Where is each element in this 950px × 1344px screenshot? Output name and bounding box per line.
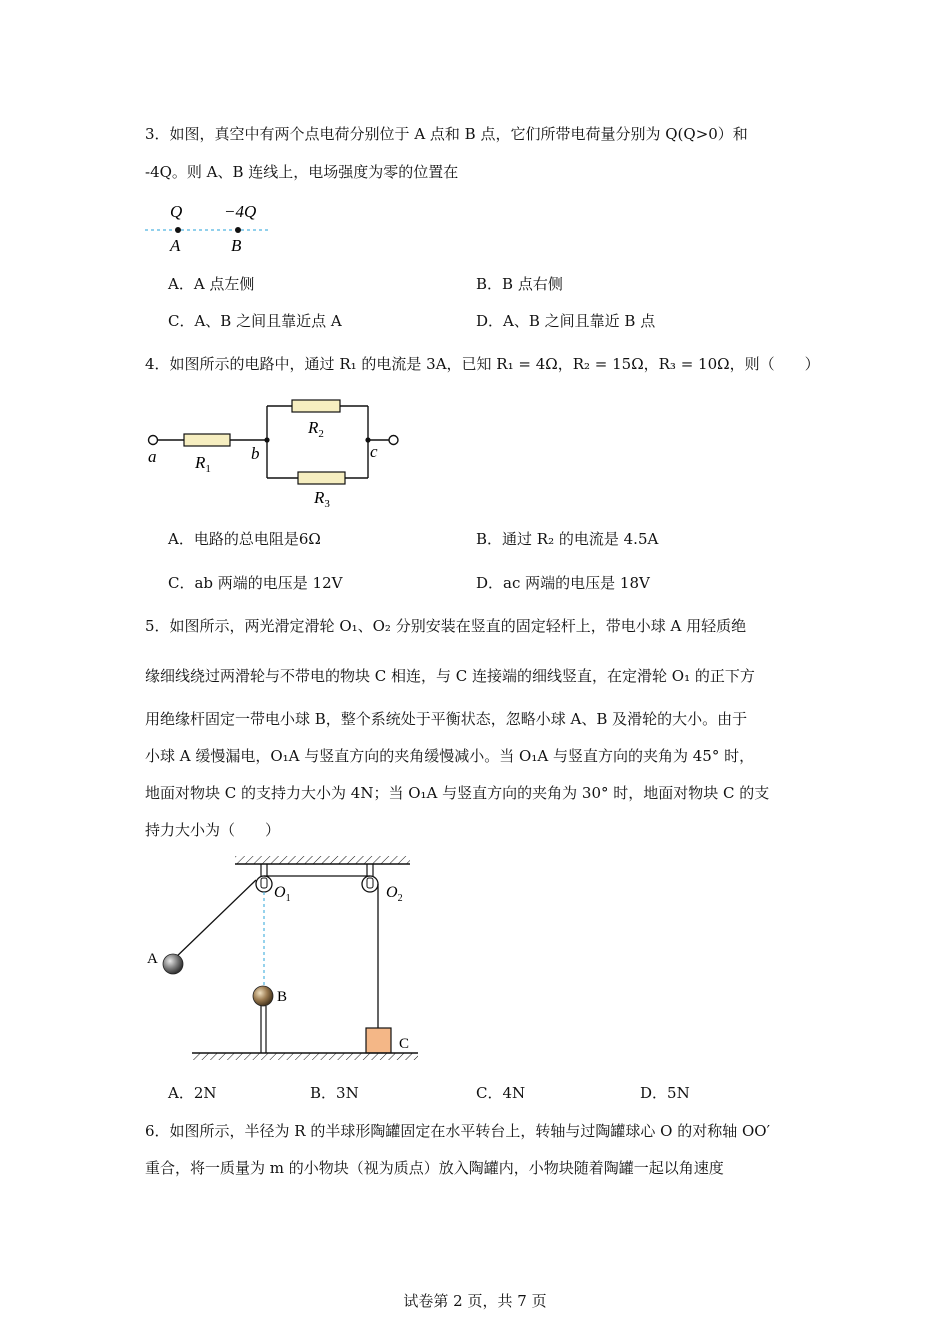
ground-hatch (192, 1053, 418, 1060)
ceiling-hatch (235, 856, 410, 864)
ball-b-label: B (277, 989, 288, 1005)
q5-option-a: A．2N (168, 1084, 217, 1102)
q3-figure (140, 195, 290, 260)
point-a-label: A (170, 236, 181, 255)
q5-option-b: B．3N (310, 1084, 359, 1102)
string-o1-a (173, 880, 256, 960)
q6-text-line1: 6．如图所示，半径为 R 的半球形陶罐固定在水平转台上，转轴与过陶罐球心 O 的对称轴 OO′ (145, 1122, 770, 1140)
q4-circuit-figure (140, 390, 410, 510)
q4-option-b: B．通过 R₂ 的电流是 4.5A (476, 530, 659, 548)
node-b-label: b (251, 444, 260, 463)
q5-pulley-figure (140, 850, 440, 1070)
resistor-r2 (292, 400, 340, 412)
charge-a-label: Q (170, 202, 183, 221)
q5-text-line4: 小球 A 缓慢漏电，O₁A 与竖直方向的夹角缓慢减小。当 O₁A 与竖直方向的夹角为 45° 时， (145, 747, 755, 765)
ball-b (253, 986, 273, 1006)
ball-a (163, 954, 183, 974)
node-b (264, 437, 269, 442)
o1-label: $O_1$ (274, 884, 291, 904)
q3-option-b: B．B 点右侧 (476, 275, 563, 293)
charge-b-dot (235, 227, 241, 233)
q5-option-d: D．5N (640, 1084, 690, 1102)
node-c-label: c (370, 442, 378, 461)
q4-option-d: D．ac 两端的电压是 18V (476, 574, 650, 592)
q4-text-line1: 4．如图所示的电路中，通过 R₁ 的电流是 3A，已知 R₁ = 4Ω，R₂ = 15Ω，R₃ = 10Ω，则（ ） (145, 355, 820, 373)
q6-text-line2: 重合，将一质量为 m 的小物块（视为质点）放入陶罐内，小物块随着陶罐一起以角速度 (145, 1159, 724, 1177)
q5-text-line2: 缘细线绕过两滑轮与不带电的物块 C 相连，与 C 连接端的细线竖直，在定滑轮 O₁ 的正下方 (145, 667, 755, 685)
q4-option-a: A．电路的总电阻是6Ω (168, 530, 321, 548)
q5-option-c: C．4N (476, 1084, 526, 1102)
point-b-label: B (231, 236, 242, 255)
resistor-r3 (298, 472, 345, 484)
block-c-label: C (399, 1036, 410, 1052)
o2-label: $O_2$ (386, 884, 403, 904)
q5-text-line3: 用绝缘杆固定一带电小球 B，整个系统处于平衡状态，忽略小球 A、B 及滑轮的大小。由于 (145, 710, 748, 728)
r3-label: $R_3$ (314, 488, 330, 510)
q5-text-line1: 5．如图所示，两光滑定滑轮 O₁、O₂ 分别安装在竖直的固定轻杆上，带电小球 A 用轻质绝 (145, 617, 747, 635)
terminal-a-label: a (148, 447, 157, 466)
r2-label: $R_2$ (308, 418, 324, 440)
q5-text-line5: 地面对物块 C 的支持力大小为 4N；当 O₁A 与竖直方向的夹角为 30° 时，地面对物块 C 的支 (145, 784, 770, 802)
r1-label: $R_1$ (195, 453, 211, 475)
q4-option-c: C．ab 两端的电压是 12V (168, 574, 343, 592)
charge-b-label: −4Q (224, 202, 257, 221)
q5-text-line6: 持力大小为（ ） (145, 821, 281, 839)
q3-option-c: C．A、B 之间且靠近点 A (168, 312, 342, 330)
block-c (366, 1028, 391, 1053)
q3-text-line2: -4Q。则 A、B 连线上，电场强度为零的位置在 (145, 163, 459, 181)
charge-a-dot (175, 227, 181, 233)
page-footer: 试卷第 2 页，共 7 页 (403, 1292, 547, 1310)
q3-text-line1: 3．如图，真空中有两个点电荷分别位于 A 点和 B 点，它们所带电荷量分别为 Q(Q>0）和 (145, 125, 748, 143)
q3-option-a: A．A 点左侧 (168, 275, 255, 293)
q3-option-d: D．A、B 之间且靠近 B 点 (476, 312, 656, 330)
resistor-r1 (184, 434, 230, 446)
ball-a-label: A (147, 951, 158, 967)
